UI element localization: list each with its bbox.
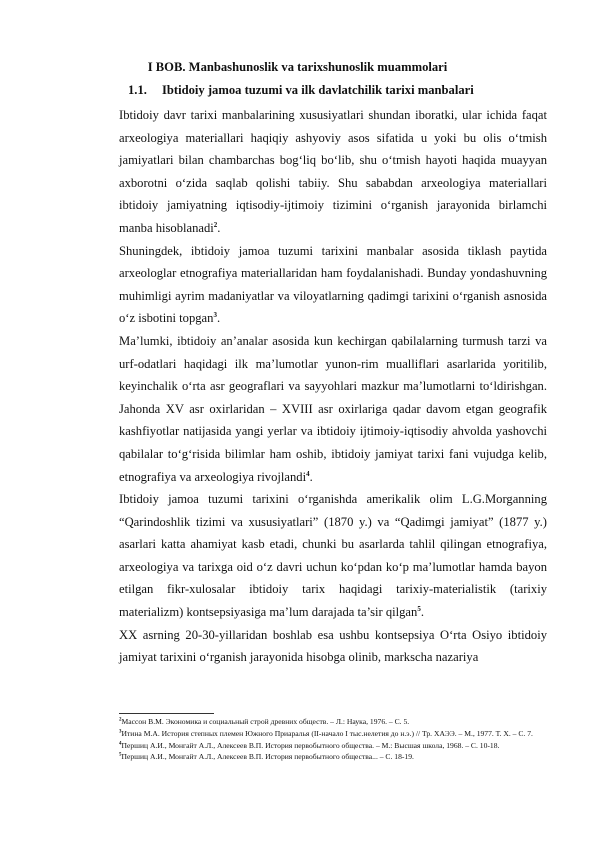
section-title: Ibtidoiy jamoa tuzumi va ilk davlatchilik tarixi manbalari: [162, 83, 474, 97]
section-number: 1.1.: [128, 83, 147, 97]
paragraph-text: Ma’lumki, ibtidoiy an’analar asosida kun kechirgan qabilalarning turmush tarzi va urf-odatlari haqidagi ilk ma’lumotlar yunon-rim mualliflari asarlarida yoritilib, keyinchalik o‘rta asr geograflari va sayyohlari mazkur ma’lumotlarni to‘ldirishgan. Jahonda XV asr oxirlaridan – XVIII asr oxirlariga qadar davom etgan geografik kashfiyotlar natijasida yangi yerlar va ibtidoiy ijtimoiy-iqtisodiy ahvolda yashovchi qabilalar to‘g‘risida bilimlar ham oshib, ibtidoiy jamiyat tarixi fani vujudga kelib, etnografiya va arxeologiya rivojlandi: [119, 333, 547, 484]
footnote: [119, 728, 547, 740]
paragraph-text: Shuningdek, ibtidoiy jamoa tuzumi tarixini manbalar asosida tiklash paytida arxeologlar etnografiya materiallaridan ham foydalanishadi. Bunday yondashuvning muhimligi ayrim madaniyatlar va viloyatlarning qadimgi tarixini o‘rganish asnosida o‘z isbotini topgan: [119, 243, 547, 326]
footnote: [119, 751, 547, 763]
paragraph-text: Ibtidoiy jamoa tuzumi tarixini o‘rganishda amerikalik olim L.G.Morganning “Qarindoshlik tizimi va xususiyatlari” (1870 y.) va “Qadimgi jamiyat” (1877 y.) asarlari katta ahamiyat kasb etadi, chunki bu asarlarda tahlil qilingan etnografiya, arxeologiya va tarixga oid o‘z davri uchun ko‘pdan ko‘p ma’lumotlar hamda bayon etilgan fikr-xulosalar ibtidoiy tarix haqidagi tarixiy-materialistik (tarixiy materializm) kontsepsiyasiga ma’lum darajada ta’sir qilgan: [119, 492, 547, 620]
footnote: [119, 740, 547, 752]
footnote-divider: [119, 713, 214, 714]
footnote-ref[interactable]: 3: [213, 311, 217, 320]
footnote-text: Массон В.М. Экономика и социальный строй древних обществ. – Л.: Наука, 1976. – С. 5.: [121, 717, 410, 726]
footnote-text: Першиц А.И., Монгайт А.Л., Алексеев В.П. История первобытного общества. – М.: Высшая школа, 1968. – С. 10-18.: [121, 740, 500, 750]
paragraph-text: XX asrning 20-30-yillaridan boshlab esa ushbu kontsepsiya O‘rta Osiyo ibtidoiy jamiyat tarixini o‘rganish jarayonida hisobga olinib, markscha nazariya: [119, 627, 547, 665]
chapter-title: I BOB. Manbashunoslik va tarixshunoslik muammolari: [147, 60, 448, 74]
paragraph: Ibtidoiy jamoa tuzumi tarixini o‘rganishda amerikalik olim L.G.Morganning “Qarindoshlik tizimi va xususiyatlari” (1870 y.) va “Qadimgi jamiyat” (1877 y.) asarlari katta ahamiyat kasb etadi, chunki bu asarlarda tahlil qilingan etnografiya, arxeologiya va tarixga oid o‘z davri uchun ko‘pdan ko‘p ma’lumotlar hamda bayon etilgan fikr-xulosalar ibtidoiy tarix haqidagi tarixiy-materialistik (tarixiy materializm) kontsepsiyasiga ma’lum darajada ta’sir qilgan$^5$.: [119, 492, 547, 620]
footnotes: [119, 716, 547, 763]
footnote-ref[interactable]: 2: [213, 220, 218, 229]
paragraph: [119, 624, 547, 669]
footnote-ref[interactable]: 5: [417, 604, 421, 613]
footnote-number: 2: [119, 717, 122, 723]
footnote-text: Итина М.А. История степных племен Южного Приаралья (II-начало I тыс.нелетия до н.э.) // Тр. ХАЭЭ. – М., 1977. Т. Х. – С. 7.: [121, 728, 533, 738]
footnote-number: 3: [119, 729, 122, 735]
paragraph: Shuningdek, ibtidoiy jamoa tuzumi tarixini manbalar asosida tiklash paytida arxeologlar etnografiya materiallaridan ham foydalanishadi. Bunday yondashuvning muhimligi ayrim madaniyatlar va viloyatlarning qadimgi tarixini o‘rganish asnosida o‘z isbotini topgan$^3$.: [119, 243, 547, 326]
paragraph-text: Ibtidoiy davr tarixi manbalarining xususiyatlari shundan iboratki, ular ichida faqat arxeologiya materiallari haqiqiy ashyoviy asos sifatida u yoki bu olis o‘tmish jamiyatlari bilan chambarchas bog‘liq bo‘lib, shu o‘tmish hayoti haqida muayyan axborotni o‘zida saqlab qolishi tabiiy. Shu sababdan arxeologiya materiallari ibtidoiy jamiyatning iqtisodiy-ijtimoiy tizimini o‘rganish jarayonida birlamchi manba hisoblanadi: [119, 108, 547, 235]
paragraph: Ibtidoiy davr tarixi manbalarining xususiyatlari shundan iboratki, ular ichida faqat arxeologiya materiallari haqiqiy ashyoviy asos sifatida u yoki bu olis o‘tmish jamiyatlari bilan chambarchas bog‘liq bo‘lib, shu o‘tmish hayoti haqida muayyan axborotni o‘zida saqlab qolishi tabiiy. Shu sababdan arxeologiya materiallari ibtidoiy jamiyatning iqtisodiy-ijtimoiy tizimini o‘rganish jarayonida birlamchi manba hisoblanadi$^2$.: [119, 108, 547, 235]
section-heading: [128, 82, 548, 98]
footnote-number: 5: [119, 752, 122, 758]
footnote-ref[interactable]: 4: [306, 469, 310, 478]
footnote-number: 4: [119, 741, 122, 747]
paragraph: Ma’lumki, ibtidoiy an’analar asosida kun kechirgan qabilalarning turmush tarzi va urf-odatlari haqidagi ilk ma’lumotlar yunon-rim mualliflari asarlarida yoritilib, keyinchalik o‘rta asr geograflari va sayyohlari mazkur ma’lumotlarni to‘ldirishgan. Jahonda XV asr oxirlaridan – XVIII asr oxirlariga qadar davom etgan geografik kashfiyotlar natijasida yangi yerlar va ibtidoiy ijtimoiy-iqtisodiy ahvolda yashovchi qabilalar to‘g‘risida bilimlar ham oshib, ibtidoiy jamiyat tarixi fani vujudga kelib, etnografiya va arxeologiya rivojlandi$^4$.: [119, 333, 547, 484]
footnote: [119, 716, 547, 728]
footnote-text: Першиц А.И., Монгайт А.Л., Алексеев В.П. История первобытного общества... – С. 18-19.: [121, 752, 414, 762]
body-text: [119, 104, 547, 669]
